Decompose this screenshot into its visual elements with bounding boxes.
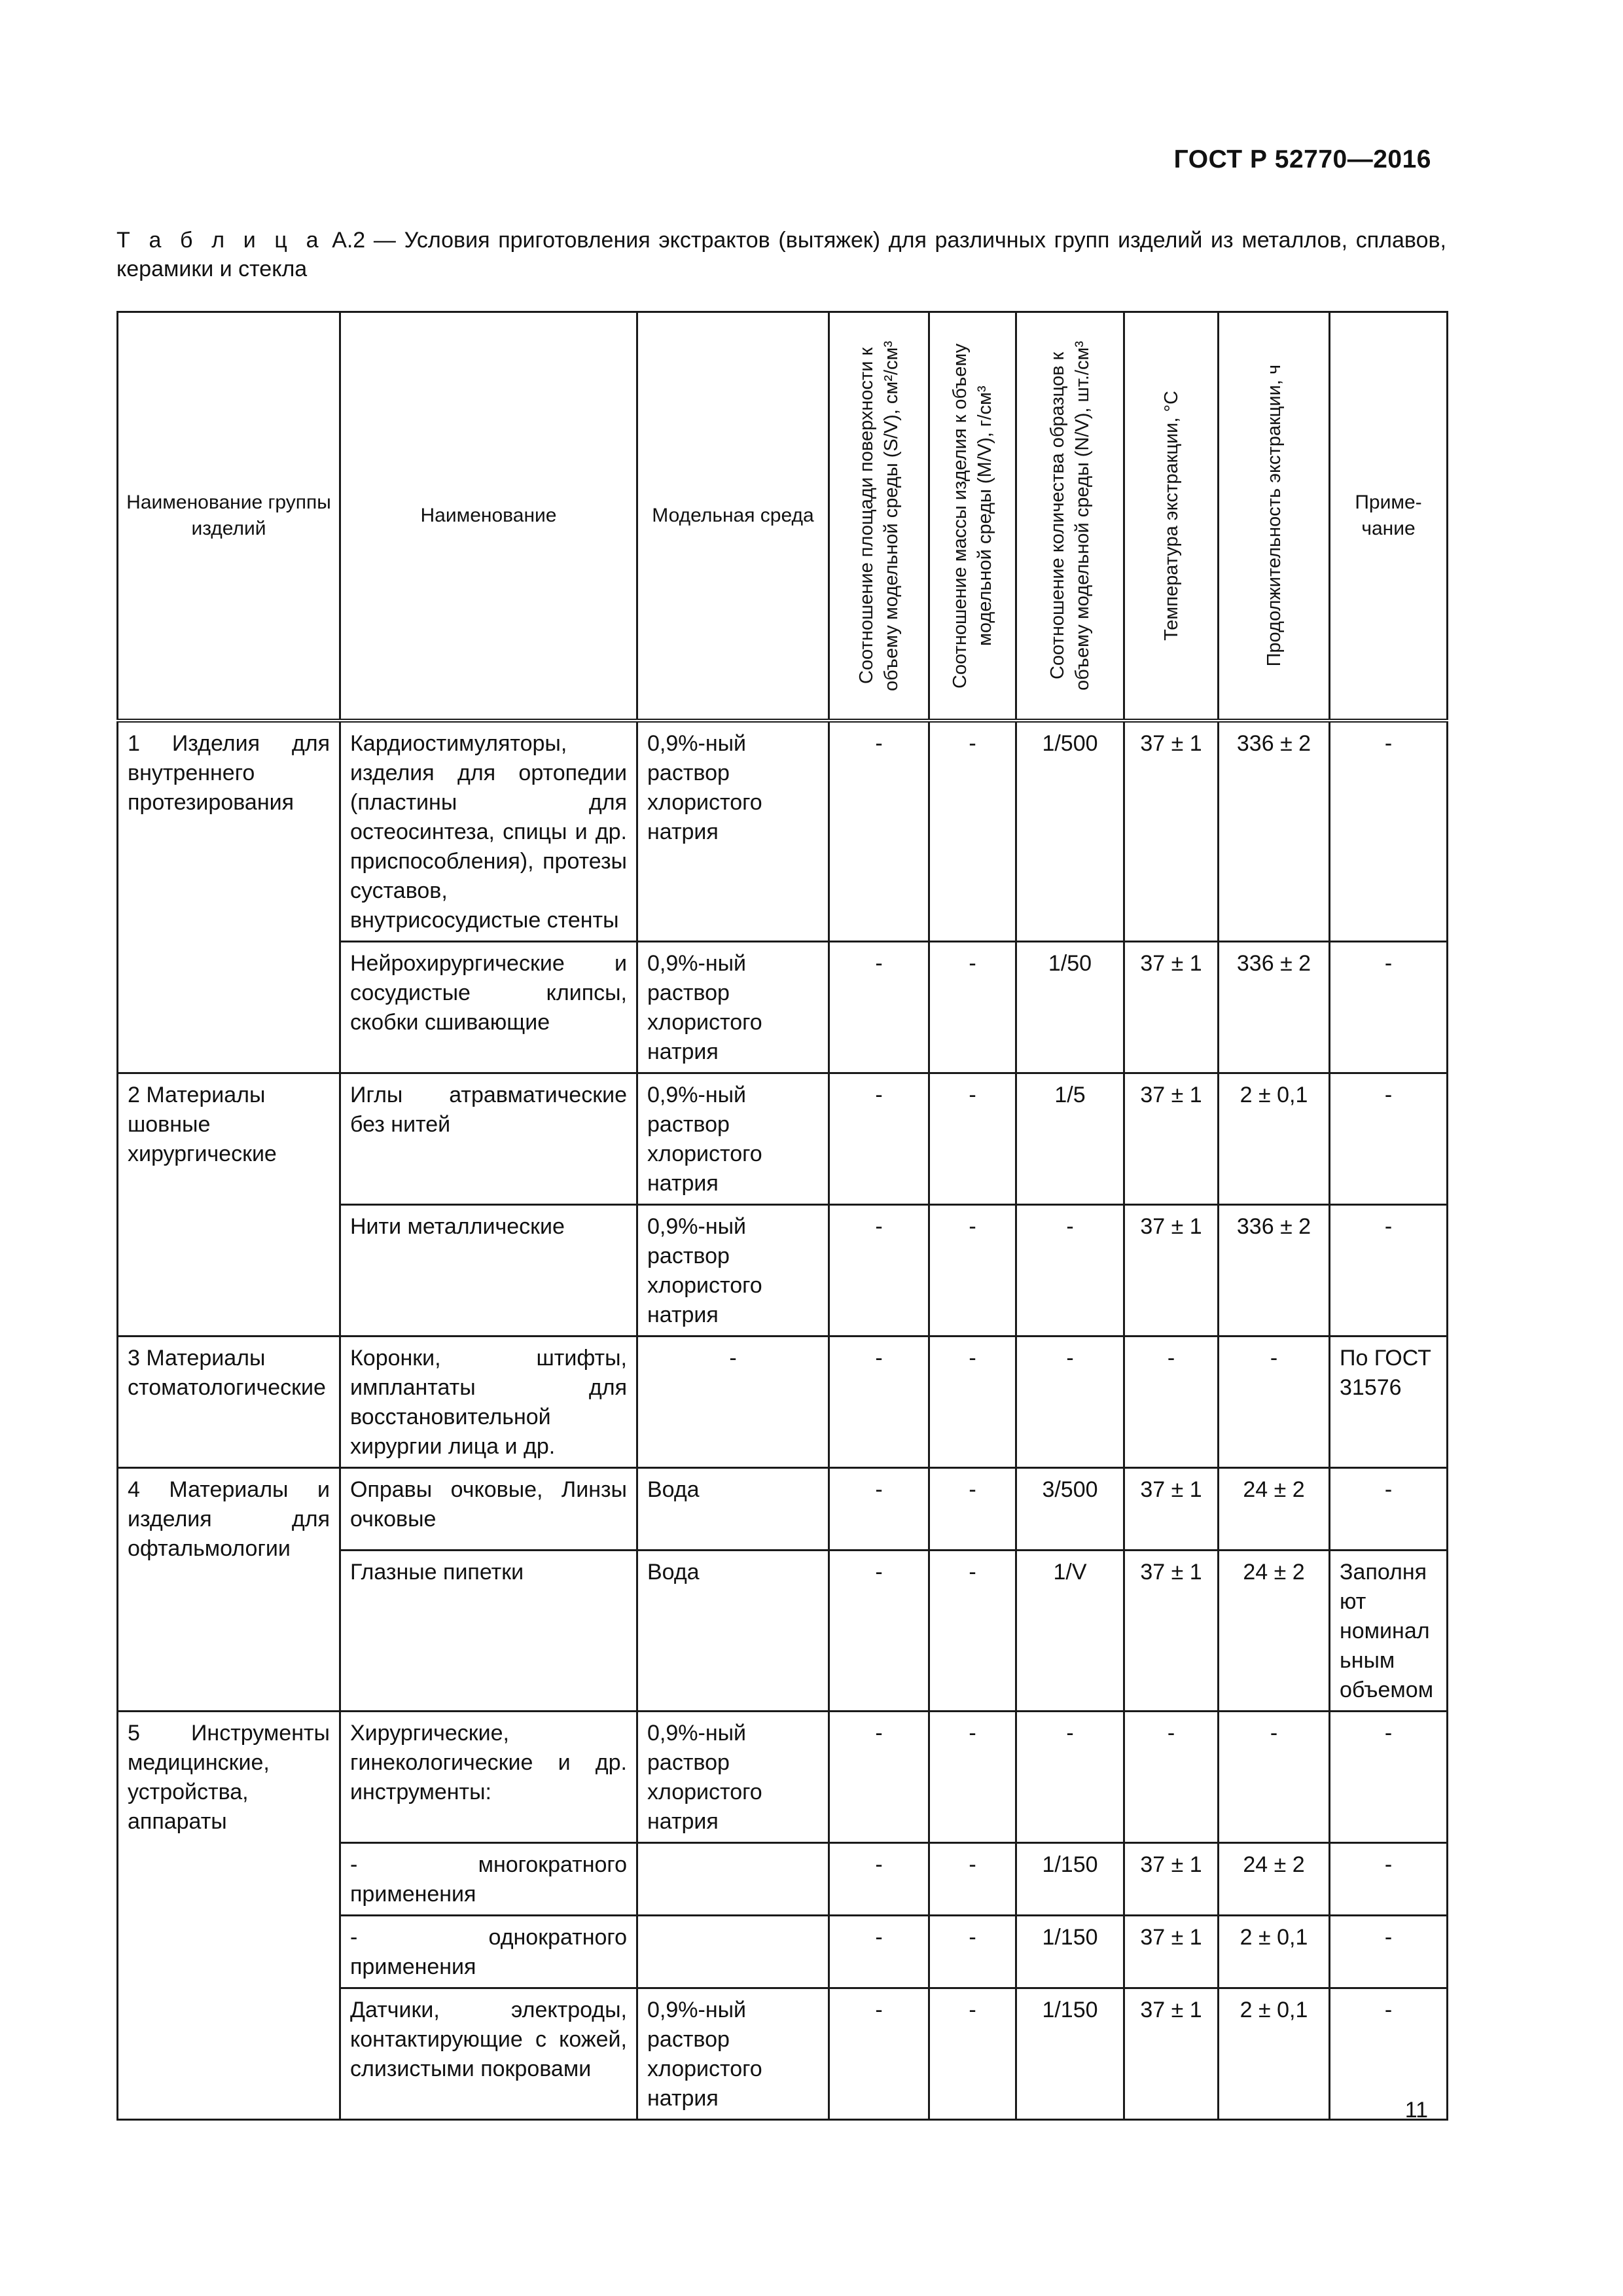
row-dur: 24 ± 2	[1219, 1551, 1330, 1712]
row-sv: -	[829, 1551, 929, 1712]
extraction-conditions-table	[116, 311, 1448, 2121]
row-mv: -	[929, 1712, 1016, 1843]
group-label: 1 Изделия для внутреннего протезирования	[118, 721, 340, 1073]
header-nv: Соотношение количества образцов к объему модельной среды (N/V), шт./см³	[1047, 340, 1093, 691]
row-temp: 37 ± 1	[1124, 1843, 1219, 1916]
row-note: -	[1330, 942, 1448, 1073]
header-note: Приме-чание	[1330, 312, 1448, 721]
header-sv-cell	[829, 312, 929, 721]
header-sv: Соотношение площади поверхности к объему модельной среды (S/V), см²/см³	[856, 340, 902, 691]
row-mv: -	[929, 1988, 1016, 2120]
table-caption	[116, 226, 1446, 283]
row-medium: 0,9%-ный раствор хлористого натрия	[637, 1712, 829, 1843]
row-sv: -	[829, 1988, 929, 2120]
row-note: -	[1330, 721, 1448, 942]
row-sv: -	[829, 942, 929, 1073]
row-dur: 336 ± 2	[1219, 942, 1330, 1073]
row-dur: 24 ± 2	[1219, 1843, 1330, 1916]
row-name: Глазные пипетки	[340, 1551, 637, 1712]
row-nv: 1/50	[1016, 942, 1124, 1073]
document-code: ГОСТ Р 52770—2016	[1173, 145, 1431, 173]
row-dur: -	[1219, 1712, 1330, 1843]
row-note: -	[1330, 1073, 1448, 1205]
header-dur: Продолжительность экстракции, ч	[1263, 365, 1285, 667]
table-header-row	[118, 312, 1448, 721]
row-medium: Вода	[637, 1551, 829, 1712]
row-temp: 37 ± 1	[1124, 1988, 1219, 2120]
header-nv-cell	[1016, 312, 1124, 721]
row-sv: -	[829, 1205, 929, 1336]
caption-text: А.2 — Условия приготовления экстрактов (вытяжек) для различных групп изделий из металлов, сплавов, керамики и стекла	[116, 228, 1446, 281]
row-dur: 24 ± 2	[1219, 1468, 1330, 1551]
row-medium: 0,9%-ный раствор хлористого натрия	[637, 1073, 829, 1205]
row-mv: -	[929, 1916, 1016, 1988]
row-medium: 0,9%-ный раствор хлористого натрия	[637, 1988, 829, 2120]
row-name: Иглы атравматические без нитей	[340, 1073, 637, 1205]
table-row	[118, 1468, 1448, 1551]
row-medium	[637, 1843, 829, 1916]
row-note: -	[1330, 1712, 1448, 1843]
row-sv: -	[829, 1712, 929, 1843]
row-mv: -	[929, 1468, 1016, 1551]
row-sv: -	[829, 1468, 929, 1551]
row-name: - однократного применения	[340, 1916, 637, 1988]
row-sv: -	[829, 1336, 929, 1468]
row-note: -	[1330, 1205, 1448, 1336]
row-note: По ГОСТ 31576	[1330, 1336, 1448, 1468]
row-temp: 37 ± 1	[1124, 1916, 1219, 1988]
row-sv: -	[829, 1843, 929, 1916]
row-temp: 37 ± 1	[1124, 1551, 1219, 1712]
header-temp: Температура экстракции, °С	[1160, 391, 1182, 641]
row-medium: -	[637, 1336, 829, 1468]
group-label: 4 Материалы и изделия для офтальмологии	[118, 1468, 340, 1712]
row-note: Заполняют номинальным объемом	[1330, 1551, 1448, 1712]
group-label: 3 Материалы стоматологические	[118, 1336, 340, 1468]
row-mv: -	[929, 942, 1016, 1073]
row-medium: Вода	[637, 1468, 829, 1551]
row-temp: -	[1124, 1712, 1219, 1843]
row-sv: -	[829, 1916, 929, 1988]
table-row	[118, 1712, 1448, 1843]
row-nv: -	[1016, 1712, 1124, 1843]
row-dur: 2 ± 0,1	[1219, 1916, 1330, 1988]
table-row	[118, 1073, 1448, 1205]
row-mv: -	[929, 1205, 1016, 1336]
row-mv: -	[929, 1843, 1016, 1916]
row-dur: 336 ± 2	[1219, 721, 1330, 942]
row-sv: -	[829, 721, 929, 942]
row-nv: 1/V	[1016, 1551, 1124, 1712]
table-row	[118, 1336, 1448, 1468]
row-nv: 1/5	[1016, 1073, 1124, 1205]
row-name: Нити металлические	[340, 1205, 637, 1336]
header-temp-cell	[1124, 312, 1219, 721]
header-medium: Модельная среда	[637, 312, 829, 721]
row-nv: -	[1016, 1336, 1124, 1468]
row-dur: -	[1219, 1336, 1330, 1468]
row-temp: 37 ± 1	[1124, 1073, 1219, 1205]
row-temp: -	[1124, 1336, 1219, 1468]
group-label: 5 Инструменты медицинские, устройства, аппараты	[118, 1712, 340, 2120]
row-name: Коронки, штифты, имплантаты для восстановительной хирургии лица и др.	[340, 1336, 637, 1468]
header-dur-cell	[1219, 312, 1330, 721]
row-dur: 336 ± 2	[1219, 1205, 1330, 1336]
header-name: Наименование	[340, 312, 637, 721]
row-medium: 0,9%-ный раствор хлористого натрия	[637, 721, 829, 942]
row-mv: -	[929, 1336, 1016, 1468]
row-nv: 1/150	[1016, 1916, 1124, 1988]
row-medium: 0,9%-ный раствор хлористого натрия	[637, 942, 829, 1073]
group-label: 2 Материалы шовные хирургические	[118, 1073, 340, 1336]
row-name: Оправы очковые, Линзы очковые	[340, 1468, 637, 1551]
row-note: -	[1330, 1843, 1448, 1916]
row-note: -	[1330, 1468, 1448, 1551]
row-nv: -	[1016, 1205, 1124, 1336]
row-medium	[637, 1916, 829, 1988]
row-nv: 1/150	[1016, 1843, 1124, 1916]
row-medium: 0,9%-ный раствор хлористого натрия	[637, 1205, 829, 1336]
row-mv: -	[929, 1073, 1016, 1205]
row-name: Нейрохирургические и сосудистые клипсы, скобки сшивающие	[340, 942, 637, 1073]
table-row	[118, 721, 1448, 942]
row-temp: 37 ± 1	[1124, 721, 1219, 942]
row-note: -	[1330, 1988, 1448, 2120]
header-mv: Соотношение массы изделия к объему модельной среды (M/V), г/см³	[950, 343, 995, 689]
row-temp: 37 ± 1	[1124, 1468, 1219, 1551]
row-name: Датчики, электроды, контактирующие с кожей, слизистыми покровами	[340, 1988, 637, 2120]
row-name: Хирургические, гинекологические и др. инструменты:	[340, 1712, 637, 1843]
row-temp: 37 ± 1	[1124, 942, 1219, 1073]
row-nv: 1/500	[1016, 721, 1124, 942]
row-name: Кардиостимуляторы, изделия для ортопедии (пластины для остеосинтеза, спицы и др. приспособления), протезы суставов, внутрисосудистые стенты	[340, 721, 637, 942]
row-name: - многократного применения	[340, 1843, 637, 1916]
row-note: -	[1330, 1916, 1448, 1988]
header-mv-cell	[929, 312, 1016, 721]
row-dur: 2 ± 0,1	[1219, 1988, 1330, 2120]
row-mv: -	[929, 1551, 1016, 1712]
row-dur: 2 ± 0,1	[1219, 1073, 1330, 1205]
row-nv: 1/150	[1016, 1988, 1124, 2120]
row-sv: -	[829, 1073, 929, 1205]
page-number: 11	[1404, 2098, 1428, 2123]
row-temp: 37 ± 1	[1124, 1205, 1219, 1336]
row-mv: -	[929, 721, 1016, 942]
caption-label: Т а б л и ц а	[116, 228, 324, 253]
row-nv: 3/500	[1016, 1468, 1124, 1551]
header-group: Наименование группы изделий	[118, 312, 340, 721]
